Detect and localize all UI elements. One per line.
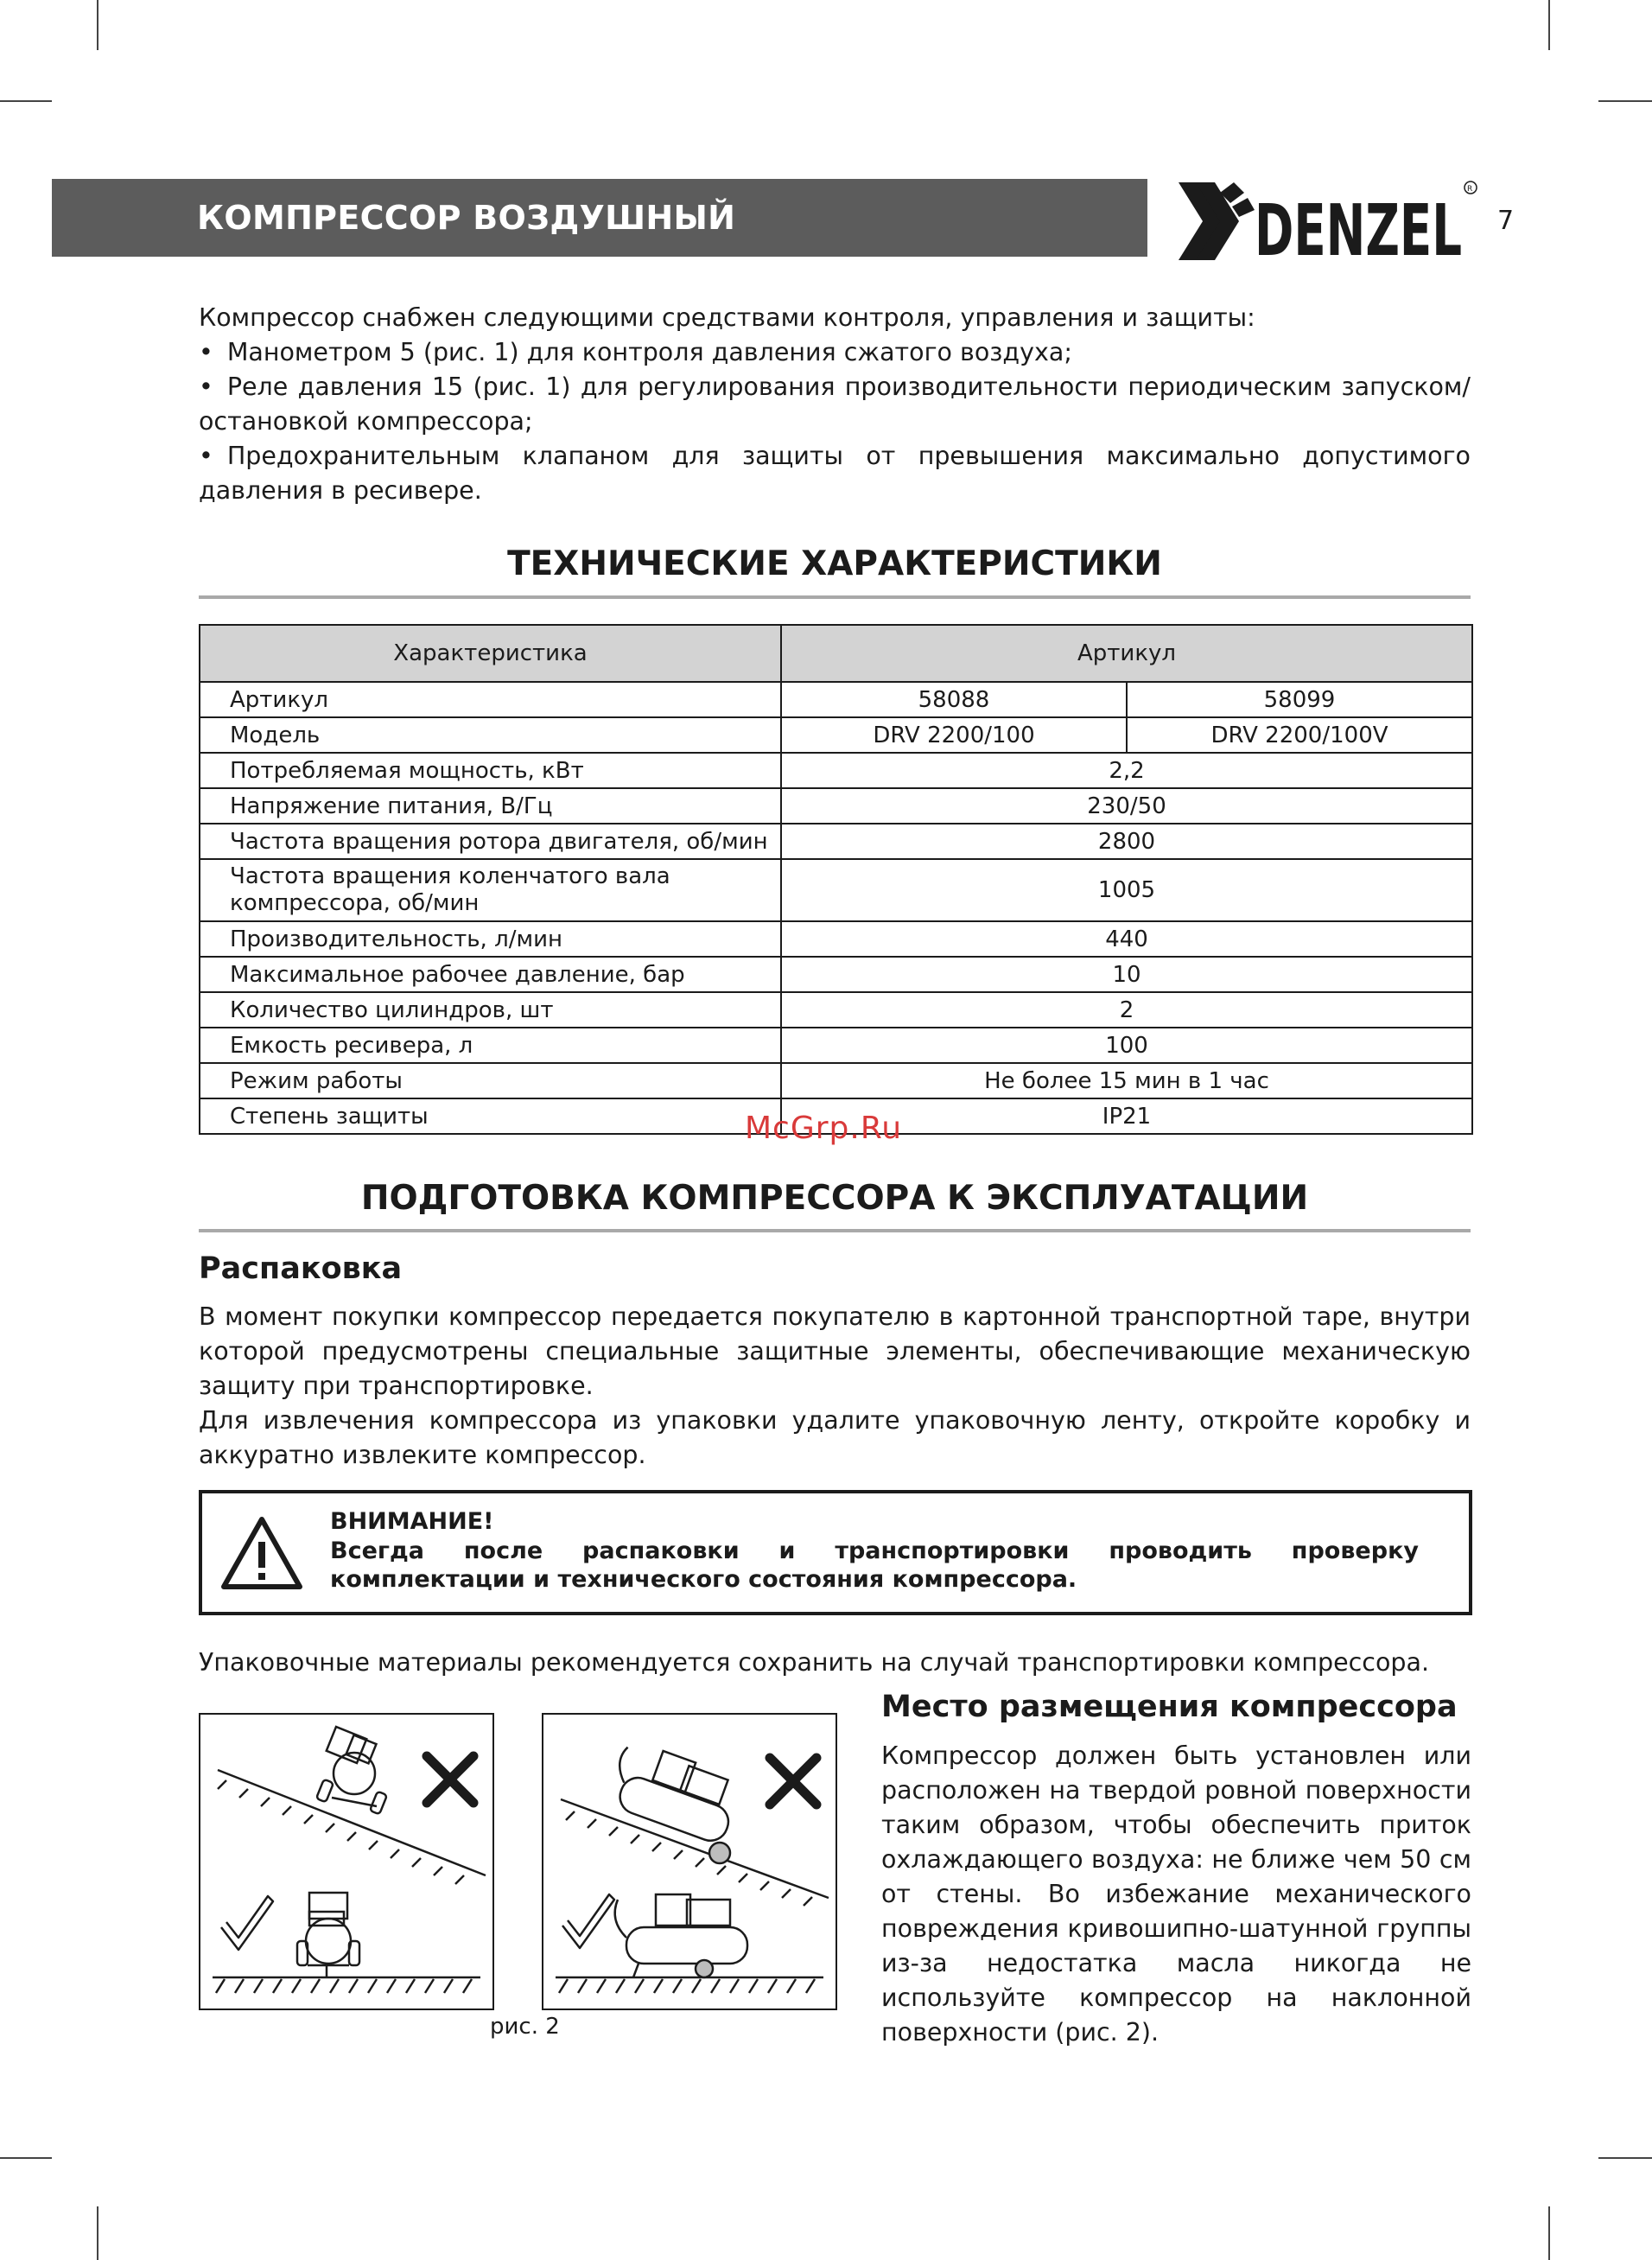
table-row (200, 753, 1472, 788)
row-value: 230/50 (781, 788, 1472, 824)
row-value: 58088 (781, 682, 1127, 717)
row-label: Максимальное рабочее давление, бар (200, 957, 781, 992)
row-value: 10 (781, 957, 1472, 992)
table-row (200, 957, 1472, 992)
specs-heading: ТЕХНИЧЕСКИЕ ХАРАКТЕРИСТИКИ (507, 544, 1162, 583)
row-label: Количество цилиндров, шт (200, 992, 781, 1028)
unpacking-text (199, 1300, 1471, 1473)
crop-mark (1598, 100, 1652, 102)
figure-panel-upright (199, 1713, 494, 2010)
figure-panel-horizontal (542, 1713, 837, 2010)
row-value: 2,2 (781, 753, 1472, 788)
table-row (200, 1028, 1472, 1063)
check-icon (221, 1896, 273, 1950)
list-item: • Предохранительным клапаном для защиты от превышения максимально допустимого давления в ресивере. (199, 439, 1471, 508)
row-label: Степень защиты (200, 1098, 781, 1134)
crop-mark (1548, 0, 1550, 50)
column-header-article: Артикул (781, 625, 1472, 682)
table-row (200, 788, 1472, 824)
crop-mark (0, 2157, 52, 2159)
preparation-heading: ПОДГОТОВКА КОМПРЕССОРА К ЭКСПЛУАТАЦИИ (360, 1179, 1309, 1218)
page-title: КОМПРЕССОР ВОЗДУШНЫЙ (197, 199, 736, 237)
warning-heading: ВНИМАНИЕ! (330, 1508, 494, 1535)
table-header-row (200, 625, 1472, 682)
row-value: IP21 (781, 1098, 1472, 1134)
intro-lead: Компрессор снабжен следующими средствами контроля, управления и защиты: (199, 303, 1255, 332)
brand-name: DENZEL (1255, 190, 1462, 267)
table-row (200, 921, 1472, 957)
packaging-note: Упаковочные материалы рекомендуется сохранить на случай транспортировки компрессора. (199, 1648, 1429, 1677)
brand-logo (1177, 175, 1479, 267)
table-row (200, 859, 1472, 921)
warning-body: Всегда после распаковки и транспортировки проводить проверку комплектации и технического состояния компрессора. (330, 1537, 1419, 1593)
row-label: Потребляемая мощность, кВт (200, 753, 781, 788)
row-value: 1005 (781, 859, 1472, 921)
check-icon (562, 1894, 614, 1948)
row-value: DRV 2200/100 (781, 717, 1127, 753)
row-label: Модель (200, 717, 781, 753)
placement-text: Компрессор должен быть установлен или расположен на твердой ровной поверхности таким образом, чтобы обеспечить приток охлаждающего воздуха: не ближе чем 50 см от стены. Во избежание механического повреждения кривошипно-шатунной группы из-за недостатка масла никогда не используйте компрессор на наклонной поверхности (рис. 2). (881, 1741, 1471, 2047)
row-value: 2800 (781, 824, 1472, 859)
row-label: Частота вращения коленчатого вала компрессора, об/мин (200, 859, 781, 921)
row-value: 2 (781, 992, 1472, 1028)
placement-heading: Место размещения компрессора (881, 1690, 1458, 1724)
intro-text (199, 301, 1471, 508)
row-label: Частота вращения ротора двигателя, об/мин (200, 824, 781, 859)
section-divider (199, 595, 1471, 599)
table-row (200, 1063, 1472, 1098)
crop-mark (97, 2206, 98, 2260)
table-row (200, 824, 1472, 859)
spec-table (199, 624, 1473, 1135)
cross-icon (427, 1756, 473, 1803)
table-row (200, 717, 1472, 753)
row-label: Артикул (200, 682, 781, 717)
row-label: Производительность, л/мин (200, 921, 781, 957)
unpacking-heading: Распаковка (199, 1251, 403, 1286)
svg-text:R: R (1467, 185, 1473, 194)
table-row (200, 992, 1472, 1028)
row-value: Не более 15 мин в 1 час (781, 1063, 1472, 1098)
crop-mark (1548, 2206, 1550, 2260)
page-number: 7 (1497, 206, 1515, 236)
cross-icon (770, 1758, 816, 1805)
column-header-characteristic: Характеристика (200, 625, 781, 682)
list-item: • Реле давления 15 (рис. 1) для регулирования производительности периодическим запуском/остановкой компрессора; (199, 370, 1471, 439)
crop-mark (0, 100, 52, 102)
crop-mark (97, 0, 98, 50)
crop-mark (1598, 2157, 1652, 2159)
list-item: • Манометром 5 (рис. 1) для контроля давления сжатого воздуха; (199, 335, 1471, 370)
row-value: 58099 (1127, 682, 1472, 717)
unpacking-paragraph: Для извлечения компрессора из упаковки удалите упаковочную ленту, откройте коробку и аккуратно извлеките компрессор. (199, 1406, 1471, 1469)
watermark: McGrp.Ru (745, 1111, 903, 1146)
row-value: DRV 2200/100V (1127, 717, 1472, 753)
section-divider (199, 1229, 1471, 1232)
unpacking-paragraph: В момент покупки компрессор передается покупателю в картонной транспортной таре, внутри которой предусмотрены специальные защитные элементы, обеспечивающие механическую защиту при транспортировке. (199, 1302, 1471, 1400)
row-label: Напряжение питания, В/Гц (200, 788, 781, 824)
row-label: Режим работы (200, 1063, 781, 1098)
figure-caption: рис. 2 (490, 2014, 560, 2040)
row-label: Емкость ресивера, л (200, 1028, 781, 1063)
warning-triangle-icon (220, 1514, 303, 1590)
row-value: 440 (781, 921, 1472, 957)
row-value: 100 (781, 1028, 1472, 1063)
table-row (200, 682, 1472, 717)
